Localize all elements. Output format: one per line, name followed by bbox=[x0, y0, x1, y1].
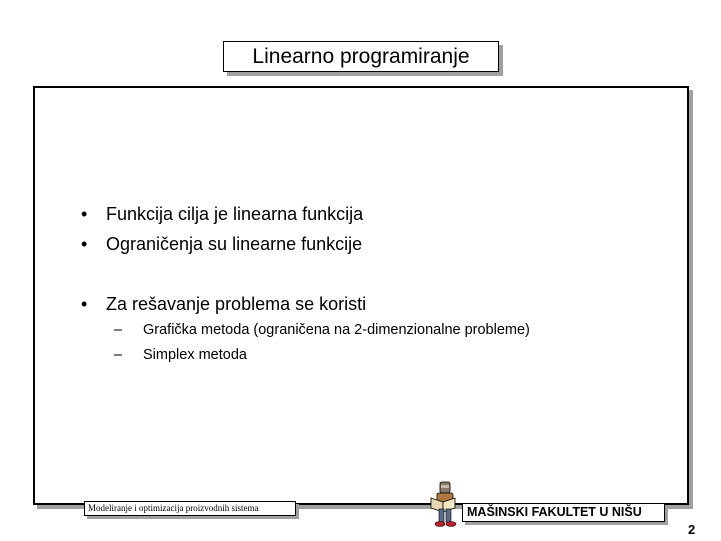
bullet-text: Za rešavanje problema se koristi bbox=[106, 294, 367, 314]
footer-course-name bbox=[84, 501, 296, 516]
slide-title: Linearno programiranje bbox=[252, 44, 470, 68]
student-reading-book-icon bbox=[427, 480, 463, 528]
sub-bullet-mark: – bbox=[114, 322, 123, 338]
bullet-mark: • bbox=[81, 204, 88, 224]
page-number: 2 bbox=[688, 522, 696, 537]
bullet-text: Funkcija cilja je linearna funkcija bbox=[106, 204, 364, 224]
bullet-text: Ograničenja su linearne funkcije bbox=[106, 234, 363, 254]
sub-bullet-mark: – bbox=[114, 347, 123, 363]
sub-bullet-text: Simplex metoda bbox=[143, 347, 247, 363]
slide-title-box bbox=[223, 41, 499, 72]
sub-bullet-text: Grafička metoda (ograničena na 2-dimenzionalne probleme) bbox=[143, 322, 530, 338]
footer-faculty-text: MAŠINSKI FAKULTET U NIŠU bbox=[467, 505, 642, 519]
bullet-mark: • bbox=[81, 234, 88, 254]
bullet-mark: • bbox=[81, 294, 88, 314]
footer-course-text: Modeliranje i optimizacija proizvodnih sistema bbox=[88, 503, 259, 513]
footer-faculty-name bbox=[462, 503, 665, 522]
